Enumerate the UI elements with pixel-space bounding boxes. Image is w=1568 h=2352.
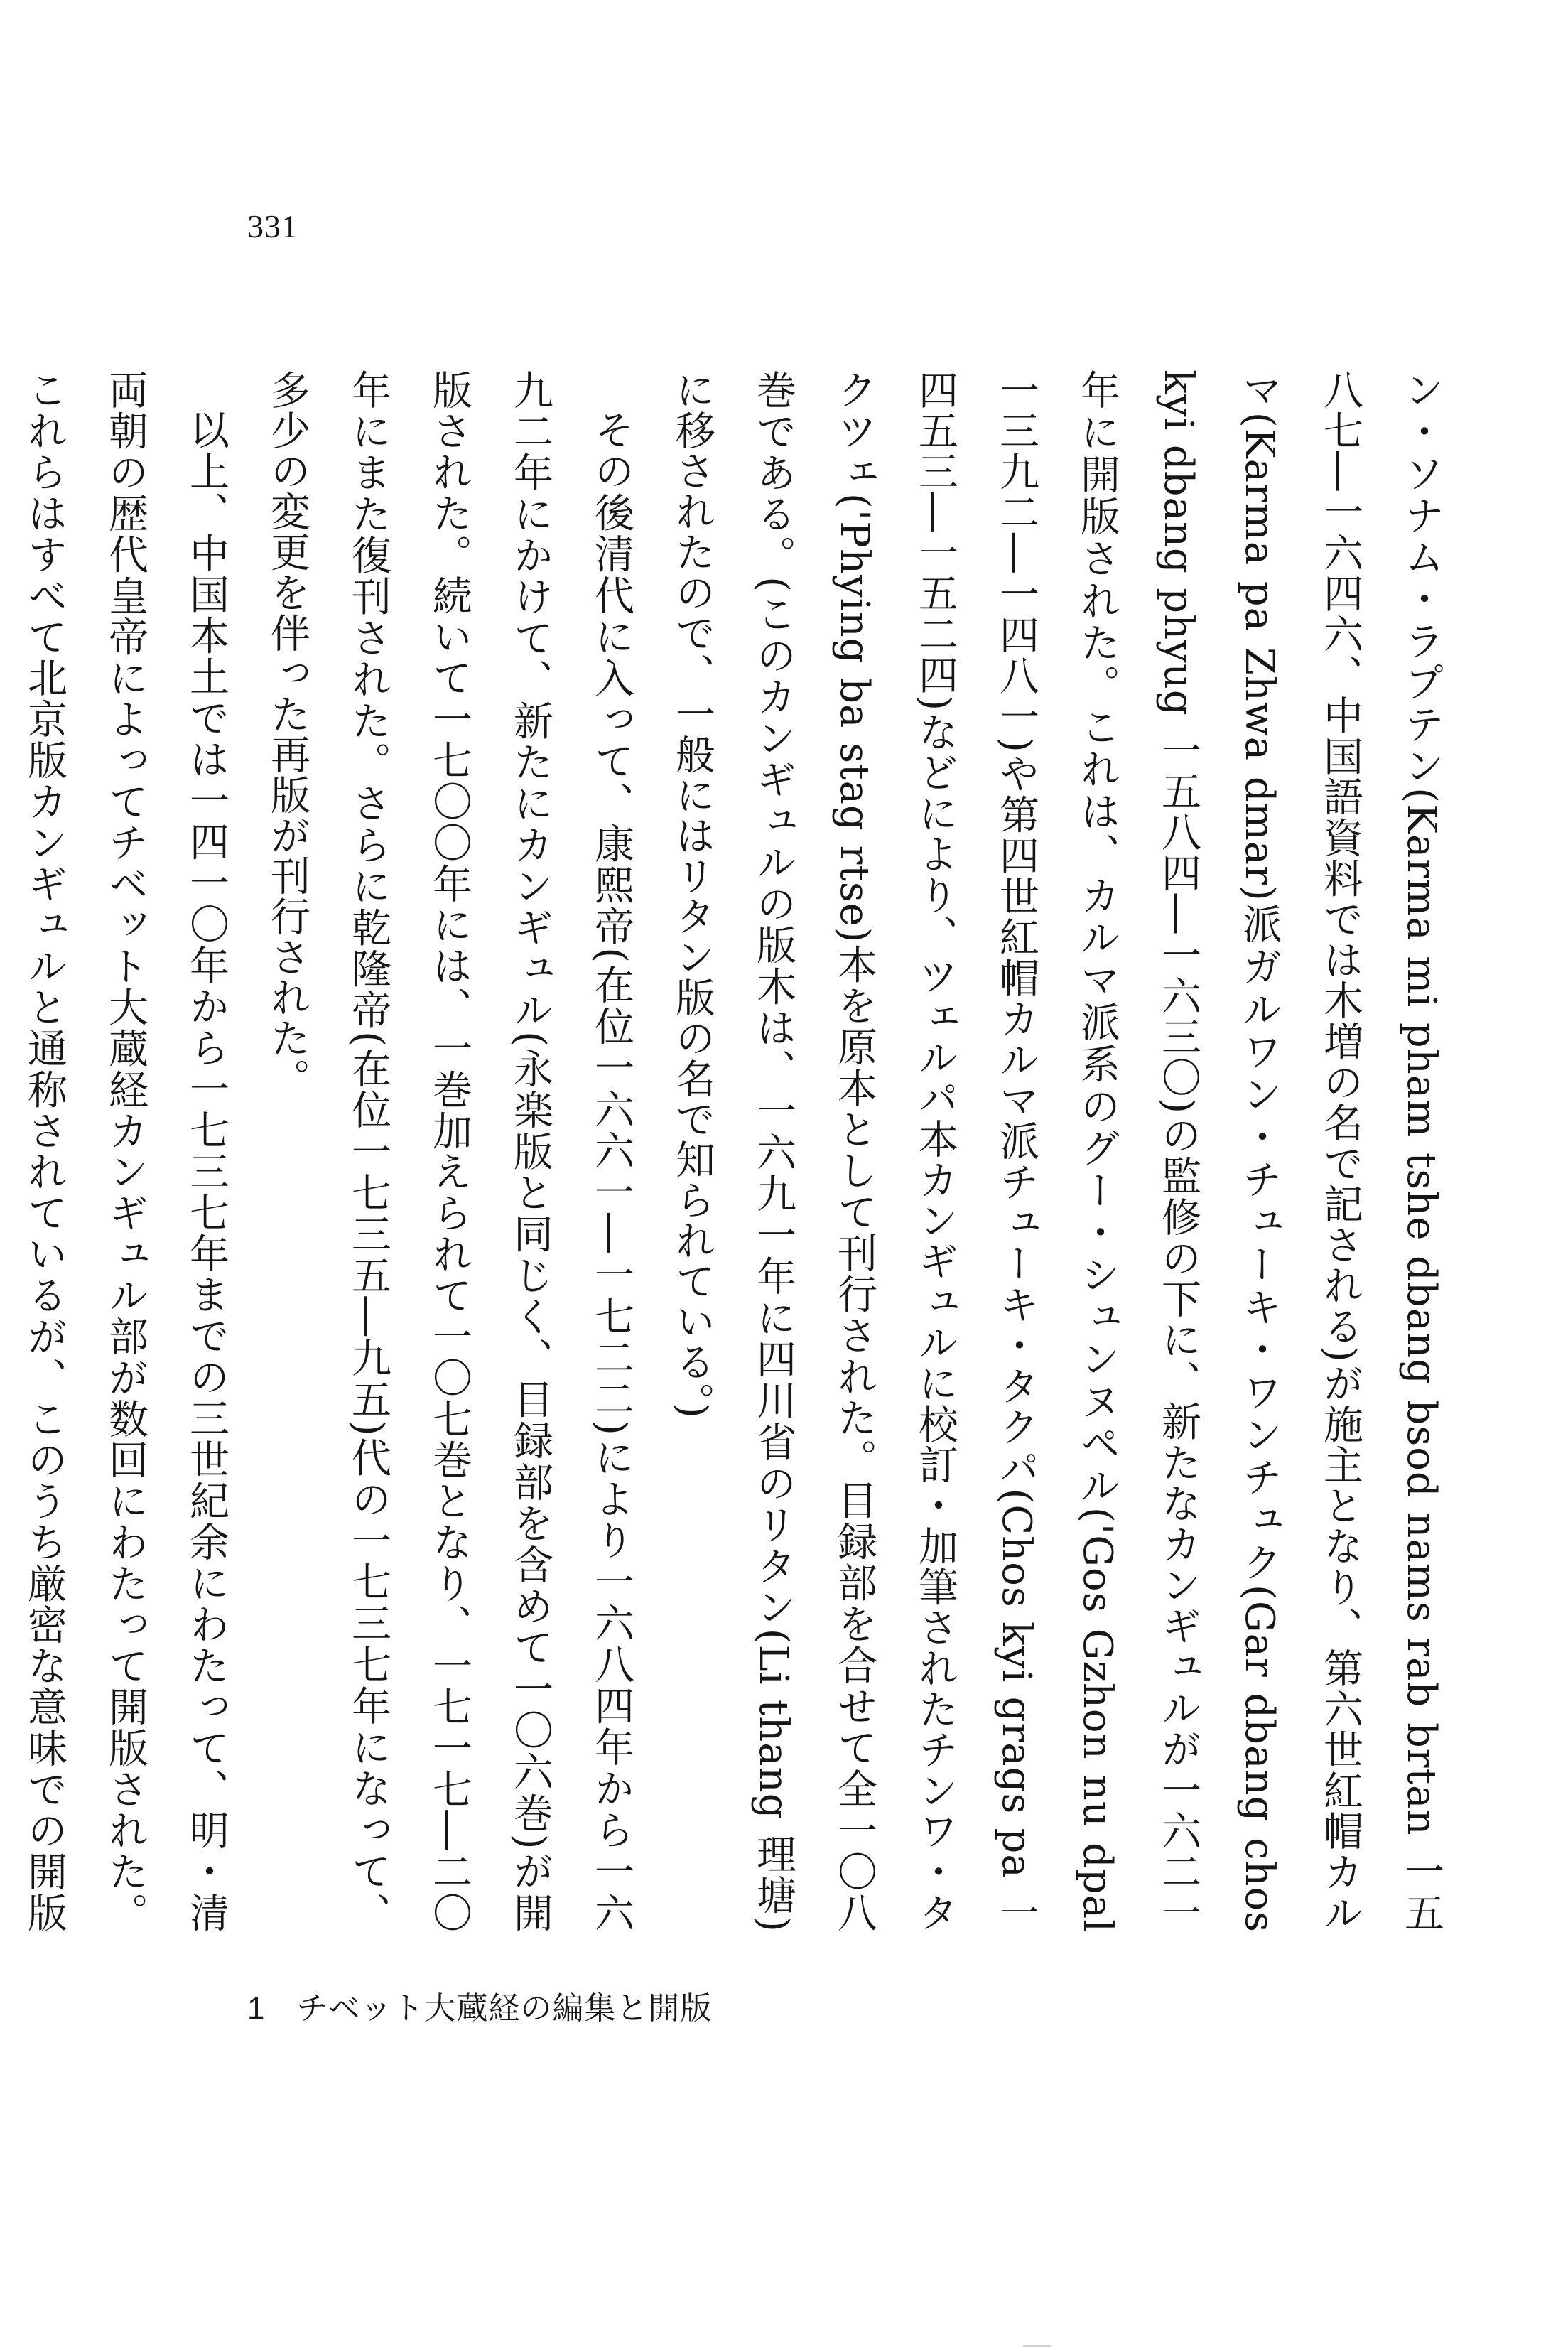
paragraph-2: その後清代に入って、康熙帝(在位一六六一―一七二二)により一六八四年から一六九二年にかけて、新たにカンギュル(永楽版と同じく、目録部を含めて一〇六巻)が開版された。続いて一七〇〇年には、一巻加えられて一〇七巻となり、一七一七―二〇年にまた復刊された。さらに乾隆帝(在位一七三五―九五)代の一七三七年になって、多少の変更を伴った再版が刊行された。	[264, 369, 634, 1933]
body-text	[0, 369, 1461, 1933]
scan-speck	[1023, 2345, 1051, 2347]
page-number: 331	[247, 208, 298, 244]
chapter-number: 1	[247, 1991, 266, 2026]
chapter-title: チベット大蔵経の編集と開版	[296, 1990, 713, 2027]
running-footer	[247, 1983, 712, 2028]
paragraph-3: 以上、中国本土では一四一〇年から一七三七年までの三世紀余にわたって、明・清両朝の歴代皇帝によってチベット大蔵経カンギュル部が数回にわたって開版された。これらはすべて北京版カンギュルと通称されているが、このうち厳密な意味での開版	[21, 369, 229, 1933]
paragraph-1: ン・ソナム・ラプテン(Karma mi pham tshe dbang bsod nams rab brtan 一五八七―一六四六、中国語資料では木増の名で記される)が施主となり、第六世紅帽カルマ(Karma pa Zhwa dmar)派ガルワン・チューキ・ワンチュク(Gar dbang chos kyi dbang phyug 一五八四―一六三〇)の監修の下に、新たなカンギュルが一六二一年に開版された。これは、カルマ派系のグー・シュンヌペル('Gos Gzhon nu dpal 一三九二―一四八一)や第四世紅帽カルマ派チューキ・タクパ(Chos kyi grags pa 一四五三―一五二四)などにより、ツェルパ本カンギュルに校訂・加筆されたチンワ・タクツェ('Phying ba stag rtse)本を原本として刊行された。目録部を合せて全一〇八巻である。(このカンギュルの版木は、一六九一年に四川省のリタン(Li thang 理塘)に移されたので、一般にはリタン版の名で知られている。)	[669, 369, 1444, 1933]
